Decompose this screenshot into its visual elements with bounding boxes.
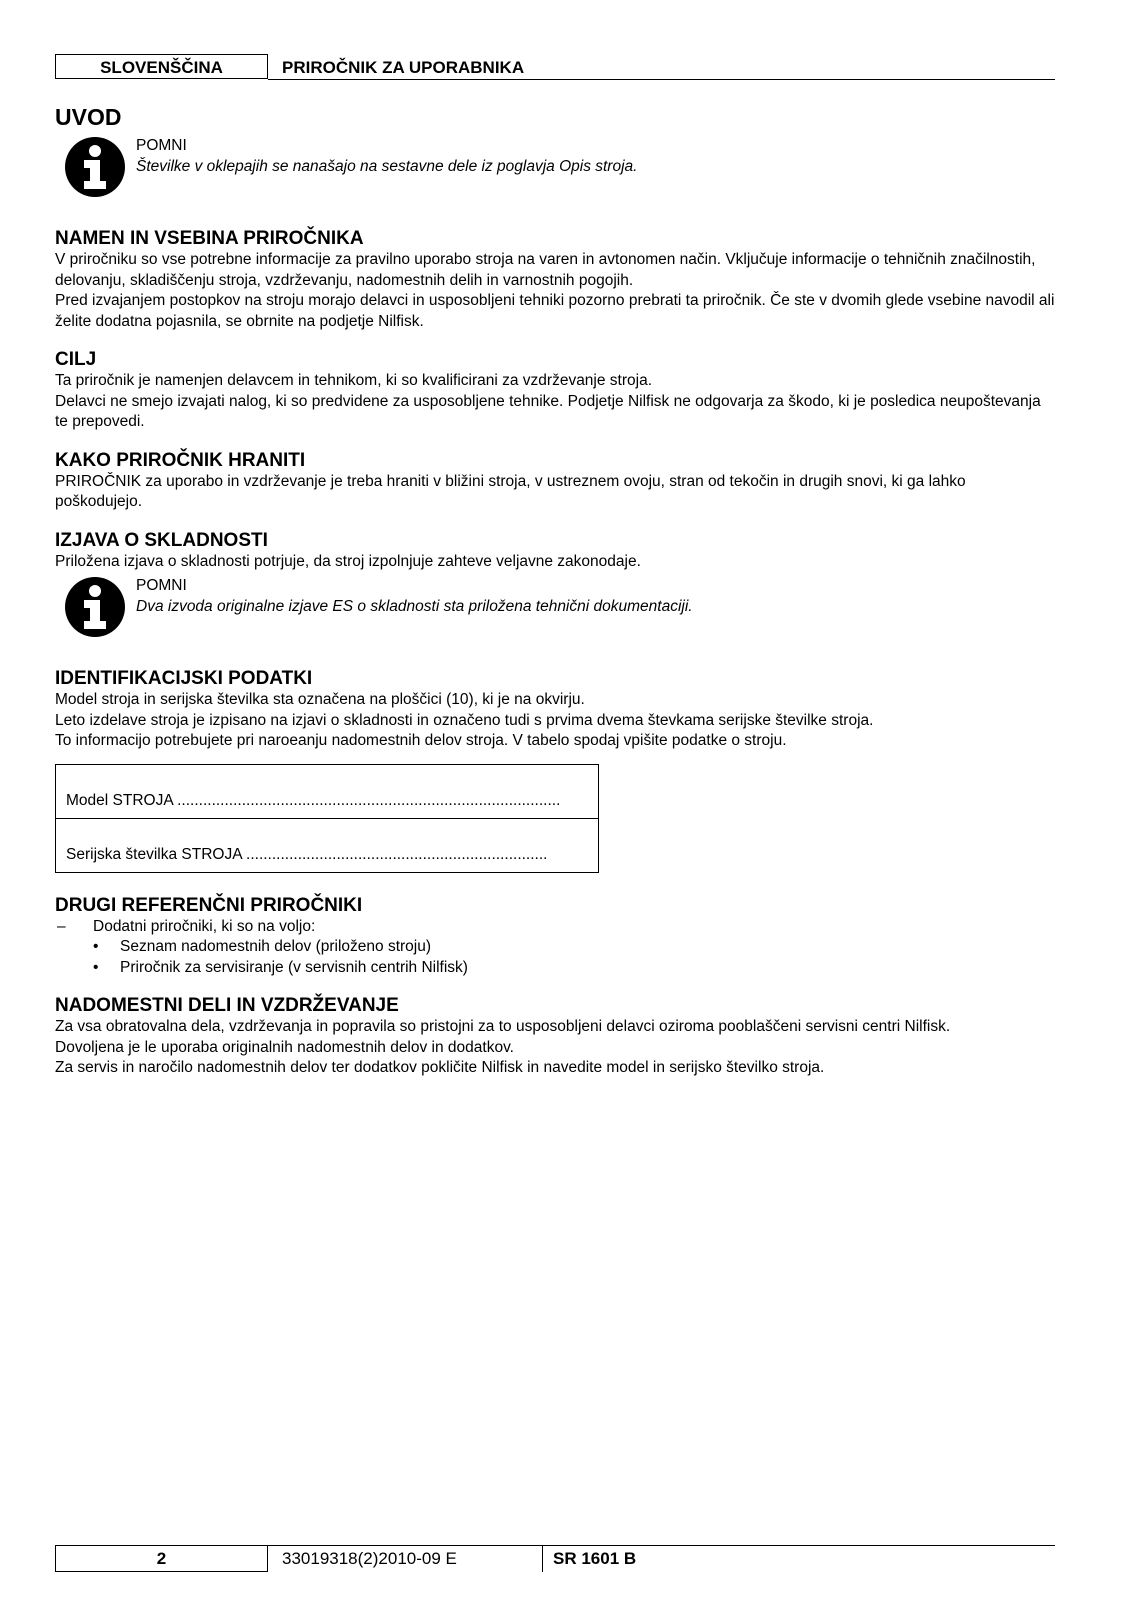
section-purpose (55, 228, 1055, 332)
list-item (55, 937, 1055, 958)
paragraph: Priložena izjava o skladnosti potrjuje, da stroj izpolnjuje zahteve veljavne zakonodaje. (55, 552, 641, 570)
machine-data-table (55, 764, 599, 873)
list-lead: Dodatni priročniki, ki so na voljo: (93, 917, 316, 935)
section-identification (55, 668, 1055, 873)
conformity-note (55, 576, 1055, 640)
document-code: 33019318(2)2010-09 E (282, 1549, 457, 1568)
section-storage (55, 450, 1055, 513)
section-conformity (55, 530, 1055, 641)
machine-model: SR 1601 B (553, 1549, 637, 1568)
info-icon (65, 577, 125, 637)
paragraph: Dovoljena je le uporaba originalnih nadomestnih delov in dodatkov. (55, 1038, 514, 1056)
section-other-manuals (55, 895, 1055, 979)
list-item-text: Priročnik za servisiranje (v servisnih centrih Nilfisk) (120, 958, 468, 976)
section-spare-parts (55, 995, 1055, 1079)
paragraph: Model stroja in serijska številka sta označena na ploščici (10), ki je na okvirju. (55, 691, 585, 708)
page-number: 2 (55, 1545, 268, 1572)
list-item (55, 958, 1055, 979)
dash-marker: – (57, 917, 66, 935)
intro-note (55, 136, 1055, 200)
section-title: DRUGI REFERENČNI PRIROČNIKI (55, 894, 363, 916)
paragraph: Leto izdelave stroja je izpisano na izjavi o skladnosti in označeno tudi s prvima dvema števkama serijske številke stroja. (55, 711, 874, 729)
paragraph: PRIROČNIK za uporabo in vzdrževanje je treba hraniti v bližini stroja, v ustreznem ovoju, stran od tekočin in drugih snovi, ki ga lahko poškodujejo. (55, 472, 966, 510)
info-icon (65, 137, 125, 197)
bullet-marker: • (93, 958, 99, 976)
header-rule (268, 79, 1055, 80)
paragraph: Pred izvajanjem postopkov na stroju morajo delavci in usposobljeni tehniki pozorno prebrati ta priročnik. Če ste v dvomih glede vsebine navodil ali želite dodatna pojasnila, se obrnite na podjetje Nilfisk. (55, 292, 1055, 330)
table-row (56, 765, 598, 818)
list-item-text: Seznam nadomestnih delov (priloženo stroju) (120, 938, 432, 955)
paragraph: V priročniku so vse potrebne informacije za pravilno uporabo stroja na varen in avtonomen način. Vključuje informacije o tehničnih značilnostih, delovanju, skladiščenju stroja, vzdrževanju, nadomestnih delih in varnostnih pogojih. (55, 251, 1036, 289)
paragraph: Za servis in naročilo nadomestnih delov ter dodatkov pokličite Nilfisk in navedite model in serijsko številko stroja. (55, 1059, 825, 1076)
intro-title: UVOD (55, 104, 122, 130)
paragraph: Za vsa obratovalna dela, vzdrževanja in popravila so pristojni za to usposobljeni delavci oziroma pooblaščeni servisni centri Nilfisk. (55, 1018, 951, 1035)
note-text: Številke v oklepajih se nanašajo na sestavne dele iz poglavja Opis stroja. (136, 157, 638, 175)
page-header (55, 54, 1055, 80)
table-row (56, 818, 598, 872)
footer-divider (542, 1545, 543, 1572)
paragraph: To informacijo potrebujete pri naroeanju nadomestnih delov stroja. V tabelo spodaj vpišite podatke o stroju. (55, 732, 787, 749)
note-text: Dva izvoda originalne izjave ES o skladnosti sta priložena tehnični dokumentaciji. (136, 597, 693, 615)
manual-title: PRIROČNIK ZA UPORABNIKA (282, 58, 525, 77)
language-label: SLOVENŠČINA (55, 54, 268, 79)
model-field[interactable]: Model STROJA ......................................................................................... (66, 792, 561, 809)
page-footer (55, 1545, 1055, 1572)
section-target (55, 349, 1055, 433)
bullet-marker: • (93, 938, 99, 955)
list-item (55, 917, 1055, 938)
section-title: IZJAVA O SKLADNOSTI (55, 529, 268, 551)
note-label: POMNI (136, 577, 187, 594)
section-title: IDENTIFIKACIJSKI PODATKI (55, 668, 313, 689)
note-label: POMNI (136, 137, 187, 154)
paragraph: Delavci ne smejo izvajati nalog, ki so predvidene za usposobljene tehnike. Podjetje Nilfisk ne odgovarja za škodo, ki je posledica neupoštevanja te prepovedi. (55, 392, 1041, 430)
section-title: KAKO PRIROČNIK HRANITI (55, 449, 306, 471)
section-title: NADOMESTNI DELI IN VZDRŽEVANJE (55, 995, 399, 1016)
serial-field[interactable]: Serijska številka STROJA ...................................................................... (66, 846, 548, 863)
paragraph: Ta priročnik je namenjen delavcem in tehnikom, ki so kvalificirani za vzdrževanje stroja. (55, 372, 653, 389)
section-title: CILJ (55, 349, 97, 370)
section-title: NAMEN IN VSEBINA PRIROČNIKA (55, 228, 364, 249)
document-body (55, 104, 1055, 1096)
